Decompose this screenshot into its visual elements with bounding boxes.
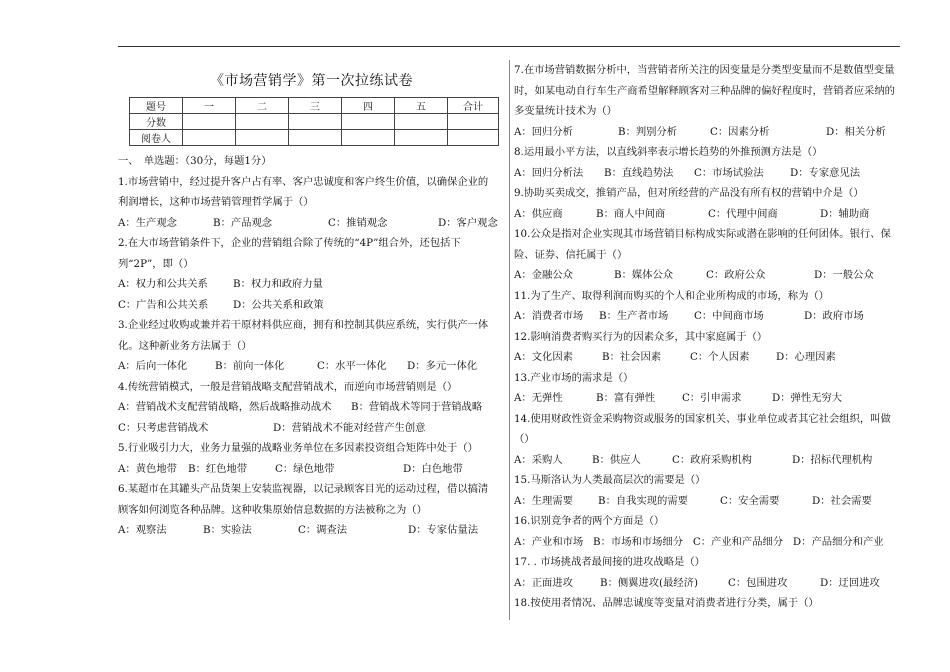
option-a: A：产业和市场 xyxy=(514,535,584,548)
question-1: 1.市场营销中，经过提升客户占有率、客户忠诚度和客户终生价值，以确保企业的利润增长，这种市场营销管理哲学属于（） xyxy=(118,175,489,208)
question-18: 18.按使用者情况、品牌忠诚度等变量对消费者进行分类，属于（） xyxy=(514,597,819,609)
option-b: B：媒体公众 xyxy=(614,269,674,281)
top-rule xyxy=(118,46,900,47)
option-b: B：营销战术等同于营销战略 xyxy=(351,401,483,413)
option-a: A：无弹性 xyxy=(514,392,563,404)
option-b: B：前向一体化 xyxy=(215,360,285,372)
right-column xyxy=(514,60,898,614)
option-c: C：水平一体化 xyxy=(317,360,387,372)
header-cell: 二 xyxy=(236,98,289,114)
header-cell: 四 xyxy=(342,98,395,114)
question-3: 3.企业经过收购或兼并若干原材料供应商，拥有和控制其供应系统，实行供产一体化。这种新业务方法属于（） xyxy=(118,319,489,352)
option-a: A：生产观念 xyxy=(118,216,177,229)
option-c: C：市场试验法 xyxy=(694,166,764,179)
question-7: 7.在市场营销数据分析中，当营销者所关注的因变量是分类型变量而不是数值型变量时，如某电动自行车生产商希望解释顾客对三种品牌的偏好程度时，营销者应采纳的多变量统计技术为（） xyxy=(514,64,895,117)
options-5 xyxy=(118,459,498,480)
option-c: C：个人因素 xyxy=(690,351,750,363)
options-7 xyxy=(514,122,898,143)
options-16 xyxy=(514,532,898,553)
option-b: B：自我实现的需要 xyxy=(598,494,688,507)
grader-row xyxy=(130,130,499,146)
options-13 xyxy=(514,388,898,409)
score-cell[interactable] xyxy=(448,114,499,130)
option-d: D：营销战术不能对经营产生创意 xyxy=(273,421,426,434)
row-label: 分数 xyxy=(130,114,183,130)
score-table-header-row xyxy=(130,98,499,114)
question-17: 17. . 市场挑战者最间接的进攻战略是（） xyxy=(514,556,705,568)
options-3 xyxy=(118,356,498,377)
options-8 xyxy=(514,163,898,184)
option-c: C：推销观念 xyxy=(328,216,388,229)
section-heading: 一、 单选题：（30分，每题1分） xyxy=(118,155,272,167)
option-d: D：专家意见法 xyxy=(790,166,861,179)
question-13: 13.产业市场的需求是（） xyxy=(514,371,634,384)
option-a: A：后向一体化 xyxy=(118,360,188,372)
left-column xyxy=(118,151,498,541)
option-d: D：弹性无穷大 xyxy=(772,392,843,404)
option-c: C：调查法 xyxy=(298,524,348,536)
option-a: A：正面进攻 xyxy=(514,576,573,589)
option-a: A：消费者市场 xyxy=(514,310,584,322)
option-a: A：黄色地带 xyxy=(118,462,177,475)
options-2a xyxy=(118,274,498,295)
score-cell[interactable] xyxy=(236,114,289,130)
option-d: D：一般公众 xyxy=(814,269,874,281)
option-b: B：产品观念 xyxy=(213,216,273,229)
option-b: B：实验法 xyxy=(203,524,252,536)
header-cell: 五 xyxy=(395,98,448,114)
header-cell: 题号 xyxy=(130,98,183,114)
option-c: C：产业和产品细分 xyxy=(692,535,784,548)
row-label: 阅卷人 xyxy=(130,130,183,146)
option-c: C：代理中间商 xyxy=(708,207,778,220)
options-10 xyxy=(514,265,898,286)
score-cell[interactable] xyxy=(395,114,448,130)
question-6: 6.某超市在其罐头产品货架上安装监视器，以记录顾客目光的运动过程，借以搞清顾客如何浏览各种品牌。这种收集原始信息数据的方法被称之为（） xyxy=(118,483,489,516)
question-2: 2.在大市场营销条件下，企业的营销组合除了传统的“4P”组合外，还包括下列“2P”，即（） xyxy=(118,237,461,270)
score-row xyxy=(130,114,499,130)
options-1 xyxy=(118,213,498,234)
option-a: A：权力和公共关系 xyxy=(118,278,208,290)
option-d: D：客户观念 xyxy=(438,216,498,229)
option-c: C：政府采购机构 xyxy=(672,453,752,466)
question-16: 16.识别竞争者的两个方面是（） xyxy=(514,515,665,527)
option-d: D：公共关系和政策 xyxy=(233,298,324,311)
option-a: A：生理需要 xyxy=(514,494,573,507)
question-12: 12.影响消费者购买行为的因素众多，其中家庭属于（） xyxy=(514,330,768,343)
option-c: C：绿色地带 xyxy=(275,462,335,475)
option-a: A：回归分析 xyxy=(514,125,573,138)
option-a: A：回归分析法 xyxy=(514,166,584,179)
option-a: A：观察法 xyxy=(118,524,167,536)
grader-cell[interactable] xyxy=(289,130,342,146)
grader-cell[interactable] xyxy=(342,130,395,146)
question-5: 5.行业吸引力大，业务力量强的战略业务单位在多因素投资组合矩阵中处于（） xyxy=(118,442,478,454)
option-d: D：多元一体化 xyxy=(407,360,478,372)
options-4a xyxy=(118,397,498,418)
score-cell[interactable] xyxy=(183,114,236,130)
option-b: B：权力和政府力量 xyxy=(233,278,323,290)
question-9: 9.协助买卖成交，推销产品，但对所经营的产品没有所有权的营销中介是（） xyxy=(514,187,864,199)
grader-cell[interactable] xyxy=(183,130,236,146)
option-c: C：中间商市场 xyxy=(694,310,764,322)
option-d: D：相关分析 xyxy=(826,125,886,138)
options-14 xyxy=(514,450,898,471)
options-17 xyxy=(514,573,898,594)
column-divider xyxy=(509,60,510,620)
option-c: C：因素分析 xyxy=(710,125,770,138)
option-c: C：包围进攻 xyxy=(728,576,788,589)
option-d: D：专家估量法 xyxy=(408,524,479,536)
grader-cell[interactable] xyxy=(448,130,499,146)
option-d: D：招标代理机构 xyxy=(792,453,873,466)
question-14: 14.使用财政性资金采购物资或服务的国家机关、事业单位或者其它社会组织，叫做（） xyxy=(514,412,891,445)
option-d: D：产品细分和产业 xyxy=(792,535,884,548)
option-b: B：商人中间商 xyxy=(596,207,666,220)
option-b: B：直线趋势法 xyxy=(604,166,674,179)
option-b: B：市场和市场细分 xyxy=(593,535,683,548)
options-9 xyxy=(514,204,898,225)
option-a: A：供应商 xyxy=(514,207,563,220)
option-d: D：辅助商 xyxy=(820,207,870,220)
score-table xyxy=(129,97,499,146)
option-a: A：营销战术支配营销战略，然后战略推动战术 xyxy=(118,401,332,413)
question-15: 15.马斯洛认为人类最高层次的需要是（） xyxy=(514,474,706,486)
question-4: 4.传统营销模式，一般是营销战略支配营销战术，而逆向市场营销则是（） xyxy=(118,380,458,393)
option-d: D：政府市场 xyxy=(804,310,864,322)
question-10: 10.公众是指对企业实现其市场营销目标构成实际或潜在影响的任何团体。银行、保险、证券、信托属于（） xyxy=(514,228,891,261)
option-a: A：金融公众 xyxy=(514,269,573,281)
header-cell: 合计 xyxy=(448,98,499,114)
score-cell[interactable] xyxy=(342,114,395,130)
options-12 xyxy=(514,347,898,368)
score-cell[interactable] xyxy=(289,114,342,130)
option-d: D：迂回进攻 xyxy=(820,576,880,589)
exam-title: 《市场营销学》第一次拉练试卷 xyxy=(210,73,413,89)
option-c: C：政府公众 xyxy=(706,269,766,281)
options-2b xyxy=(118,295,498,316)
options-15 xyxy=(514,491,898,512)
option-c: C：广告和公共关系 xyxy=(118,298,209,311)
option-b: B：社会因素 xyxy=(602,351,662,363)
option-b: B：富有弹性 xyxy=(596,392,656,404)
option-c: C：只考虑营销战术 xyxy=(118,421,209,434)
grader-cell[interactable] xyxy=(395,130,448,146)
header-cell: 三 xyxy=(289,98,342,114)
option-c: C：引申需求 xyxy=(682,392,742,404)
options-11 xyxy=(514,306,898,327)
grader-cell[interactable] xyxy=(236,130,289,146)
option-b: B：生产者市场 xyxy=(599,310,669,322)
options-4b xyxy=(118,418,498,439)
question-8: 8.运用最小平方法，以直线斜率表示增长趋势的外推预测方法是（） xyxy=(514,146,823,158)
option-b: B：判别分析 xyxy=(618,125,678,138)
option-d: D：社会需要 xyxy=(812,494,872,507)
option-a: A：文化因素 xyxy=(514,351,573,363)
option-d: D：白色地带 xyxy=(403,462,463,475)
option-b: B：供应人 xyxy=(592,453,641,466)
option-a: A：采购人 xyxy=(514,453,563,466)
option-c: C：安全需要 xyxy=(720,494,780,507)
option-b: B：红色地带 xyxy=(188,462,248,475)
option-d: D：心理因素 xyxy=(776,351,836,363)
option-b: B：侧翼进攻(最经济) xyxy=(600,576,698,589)
question-11: 11.为了生产、取得利润而购买的个人和企业所构成的市场，称为（） xyxy=(514,289,829,302)
options-6 xyxy=(118,520,498,541)
header-cell: 一 xyxy=(183,98,236,114)
